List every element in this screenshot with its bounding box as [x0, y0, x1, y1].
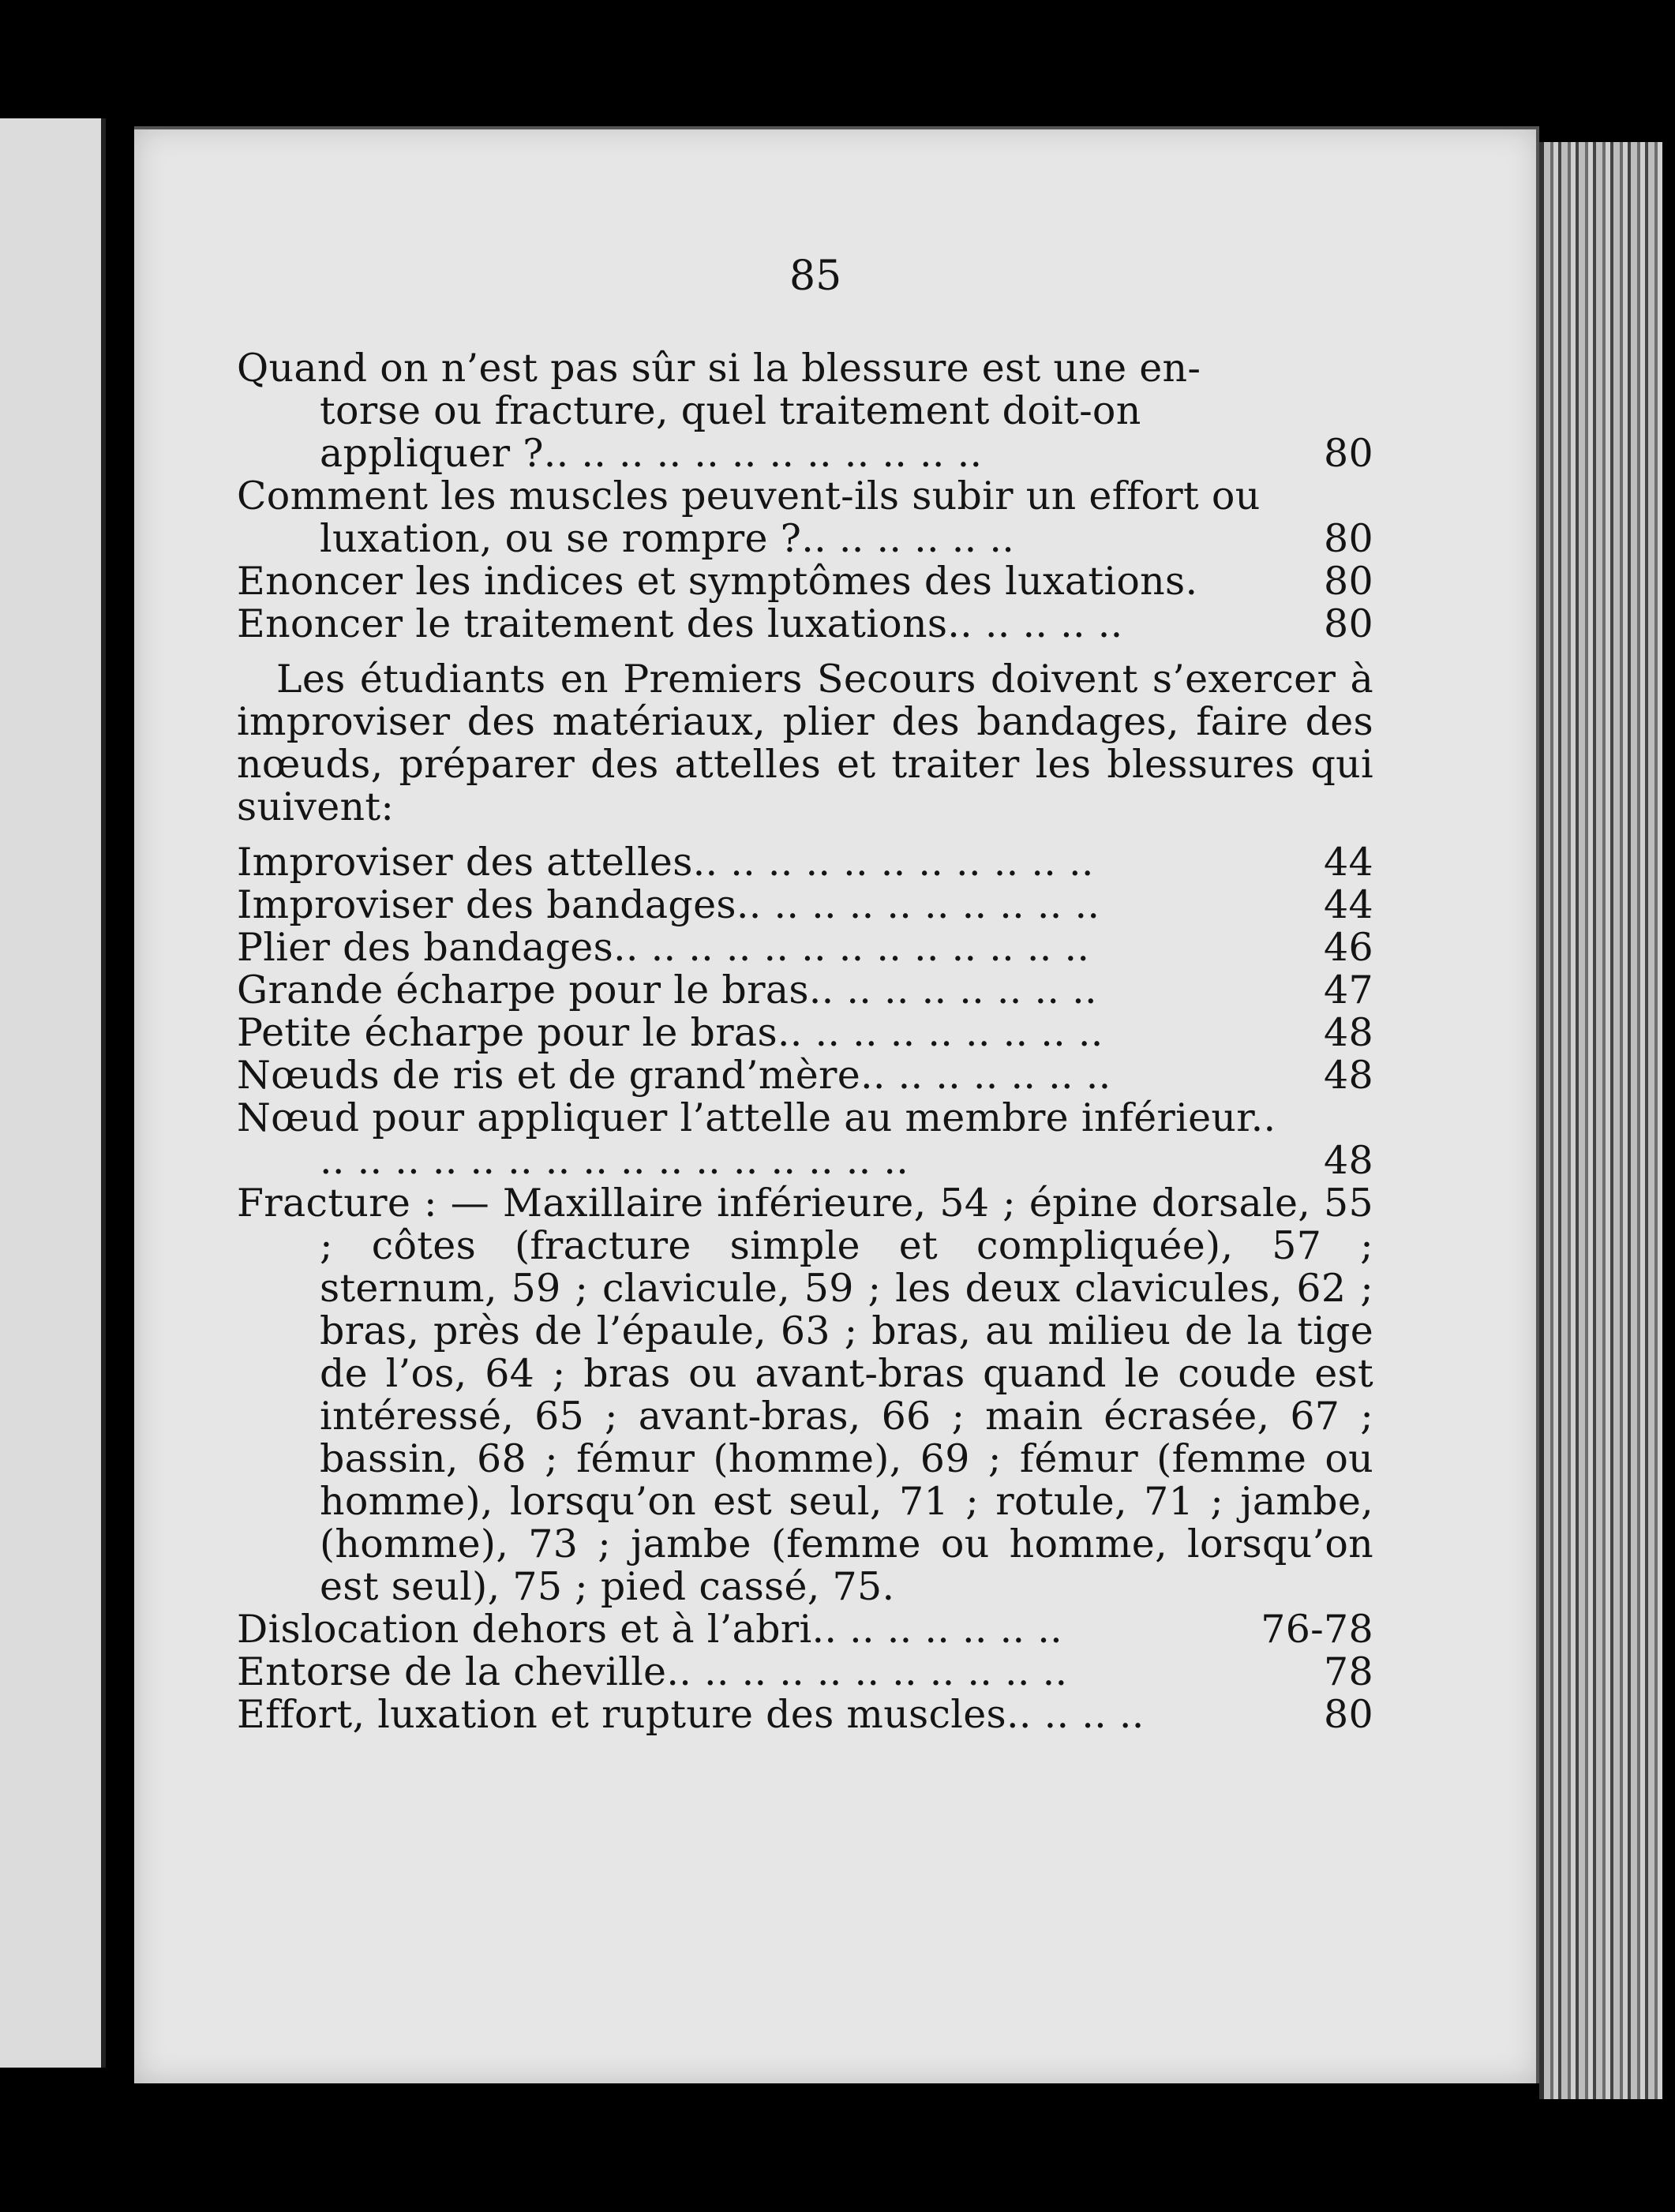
index-entry — [237, 841, 1373, 884]
intro-paragraph: Les étudiants en Premiers Secours doivent s’exercer à improviser des matériaux, plier des bandages, faire des nœuds, préparer des attelles et traiter les blessures qui suivent: — [237, 657, 1373, 829]
entry-text: Enoncer le traitement des luxations.. .. .. .. .. — [237, 601, 1123, 646]
entry-page: 80 — [1324, 431, 1373, 476]
entry-text: Nœuds de ris et de grand’mère.. .. .. .. .. .. .. — [237, 1053, 1111, 1098]
entry-text: Improviser des bandages.. .. .. .. .. .. .. .. .. .. — [237, 882, 1100, 927]
entry-text: Grande écharpe pour le bras.. .. .. .. .. .. .. .. — [237, 968, 1097, 1012]
index-entry — [237, 884, 1373, 926]
entry-text: Entorse de la cheville.. .. .. .. .. .. .. .. .. .. .. — [237, 1649, 1068, 1694]
entry-page: 80 — [1324, 516, 1373, 561]
entry-page: 46 — [1324, 925, 1373, 970]
index-entry — [237, 1608, 1373, 1651]
entry-text: Comment les muscles peuvent-ils subir un effort ou luxation, ou se rompre ?.. .. .. .. .. .. — [237, 473, 1261, 561]
index-entry — [237, 603, 1373, 646]
entry-page: 48 — [1324, 1053, 1373, 1098]
index-entry — [237, 1012, 1373, 1054]
entry-text: Enoncer les indices et symptômes des luxations. — [237, 559, 1198, 604]
entry-text: Plier des bandages.. .. .. .. .. .. .. .. .. .. .. .. .. — [237, 925, 1090, 970]
entry-text: Nœud pour appliquer l’attelle au membre inférieur.. .. .. .. .. .. .. .. .. .. .. .. .. .. .. .. .. — [237, 1095, 1276, 1183]
page-stack-edges — [1539, 142, 1662, 2099]
index-entry — [237, 475, 1373, 560]
index-entry — [237, 347, 1373, 475]
index-entry — [237, 1694, 1373, 1736]
entry-page: 80 — [1324, 601, 1373, 646]
entry-page: 48 — [1324, 1010, 1373, 1055]
entry-page: 44 — [1324, 882, 1373, 927]
entry-page: 80 — [1324, 559, 1373, 604]
entry-page: 76-78 — [1261, 1607, 1373, 1652]
entry-text: Improviser des attelles.. .. .. .. .. .. .. .. .. .. .. — [237, 840, 1094, 885]
entry-page: 47 — [1324, 968, 1373, 1012]
entry-page: 44 — [1324, 840, 1373, 885]
index-entry — [237, 1651, 1373, 1694]
index-entry — [237, 926, 1373, 969]
entry-text: Dislocation dehors et à l’abri.. .. .. .. .. .. .. — [237, 1607, 1062, 1652]
entry-text: Effort, luxation et rupture des muscles.. .. .. .. — [237, 1692, 1145, 1737]
index-entry — [237, 1097, 1373, 1182]
entry-page: 48 — [1324, 1138, 1373, 1183]
entry-text: Petite écharpe pour le bras.. .. .. .. .. .. .. .. .. — [237, 1010, 1104, 1055]
index-entry — [237, 1054, 1373, 1097]
left-page-edge — [0, 118, 106, 2068]
fracture-entry: Fracture : — Maxillaire inférieure, 54 ; épine dorsale, 55 ; côtes (fracture simple et compliquée), 57 ; sternum, 59 ; clavicule, 59 ; les deux clavicules, 62 ; bras, près de l’épaule, 63 ; bras, au milieu de la tige de l’os, 64 ; bras ou avant-bras quand le coude est intéressé, 65 ; avant-bras, 66 ; main écrasée, 67 ; bassin, 68 ; fémur (homme), 69 ; fémur (femme ou homme), lorsqu’on est seul, 71 ; rotule, 71 ; jambe, (homme), 73 ; jambe (femme ou homme, lorsqu’on est seul), 75 ; pied cassé, 75. — [237, 1181, 1373, 1609]
entry-page: 80 — [1324, 1692, 1373, 1737]
index-entry — [237, 969, 1373, 1012]
entry-page: 78 — [1324, 1649, 1373, 1694]
entry-text: Quand on n’est pas sûr si la blessure est une entorse ou fracture, quel traitement doit-on appliquer ?.. .. .. .. .. .. .. .. .. .. .. .. — [237, 346, 1201, 476]
page-content — [237, 347, 1373, 1736]
index-entry — [237, 560, 1373, 603]
page-number: 85 — [789, 253, 842, 300]
